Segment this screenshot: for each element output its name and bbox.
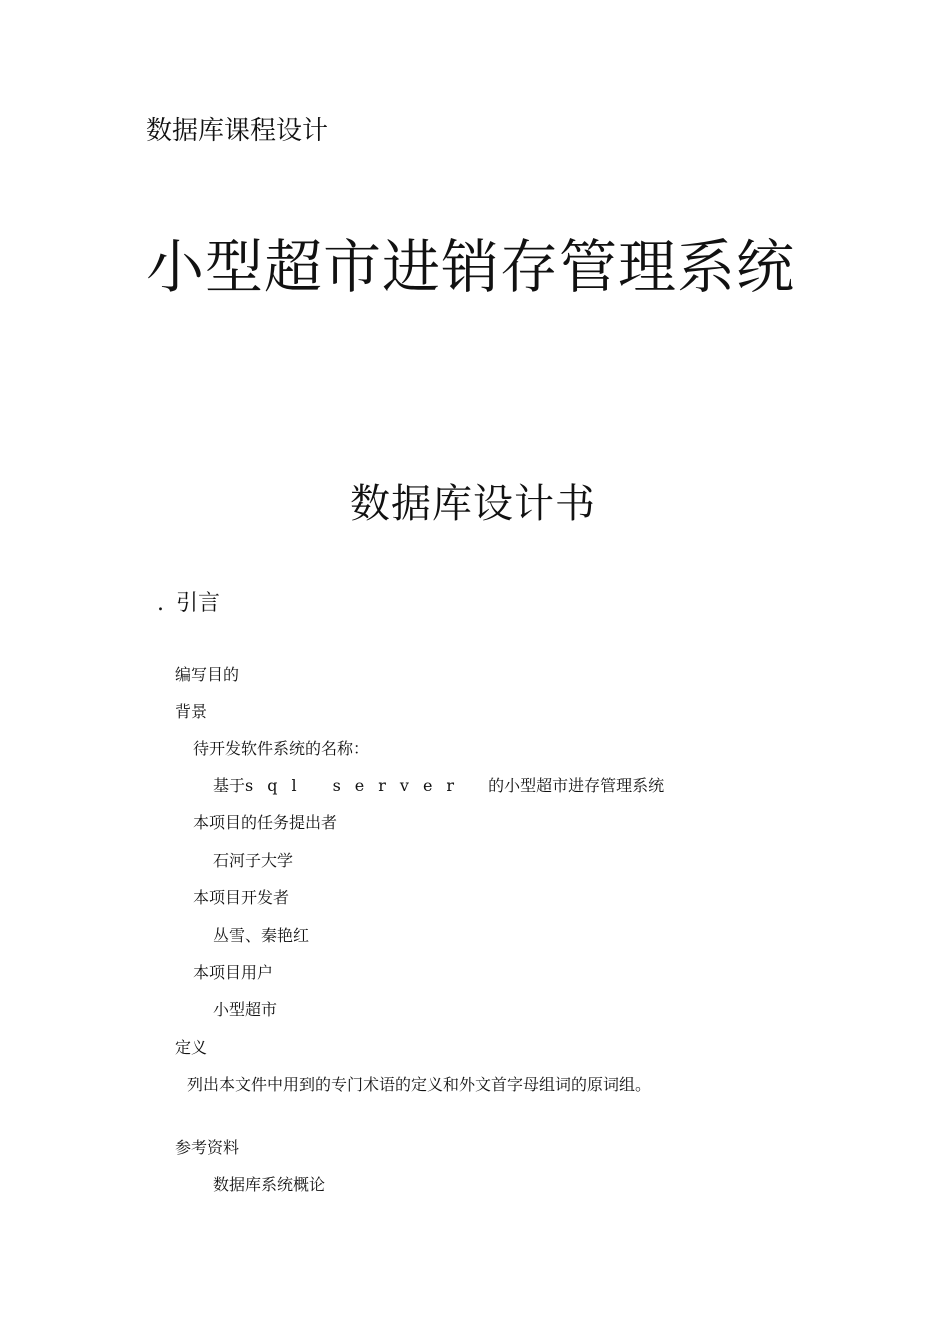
section-heading-introduction <box>157 593 220 615</box>
section-title: 引言 <box>176 591 221 616</box>
user-label: 本项目用户 <box>193 963 274 982</box>
proposer-label: 本项目的任务提出者 <box>193 813 338 832</box>
developer-value: 丛雪、秦艳红 <box>213 926 310 945</box>
references-value: 数据库系统概论 <box>213 1175 326 1194</box>
section-number: . <box>157 591 164 616</box>
purpose-heading: 编写目的 <box>175 665 240 684</box>
background-heading: 背景 <box>175 702 208 721</box>
software-name-sql: sql <box>245 776 311 795</box>
developer-label: 本项目开发者 <box>193 888 290 907</box>
definition-heading: 定义 <box>175 1038 208 1057</box>
software-name-suffix: 的小型超市进存管理系统 <box>488 776 665 795</box>
software-name-value <box>213 778 664 794</box>
user-value: 小型超市 <box>213 1000 278 1019</box>
software-name-label: 待开发软件系统的名称： <box>193 739 370 758</box>
proposer-value: 石河子大学 <box>213 851 294 870</box>
main-title: 小型超市进销存管理系统 <box>146 233 796 301</box>
software-name-prefix: 基于 <box>213 776 246 795</box>
course-title: 数据库课程设计 <box>146 116 329 146</box>
software-name-server: server <box>332 776 469 795</box>
definition-text: 列出本文件中用到的专门术语的定义和外文首字母组词的原词组。 <box>187 1075 652 1094</box>
references-heading: 参考资料 <box>175 1138 240 1157</box>
document-subtitle: 数据库设计书 <box>350 481 596 527</box>
